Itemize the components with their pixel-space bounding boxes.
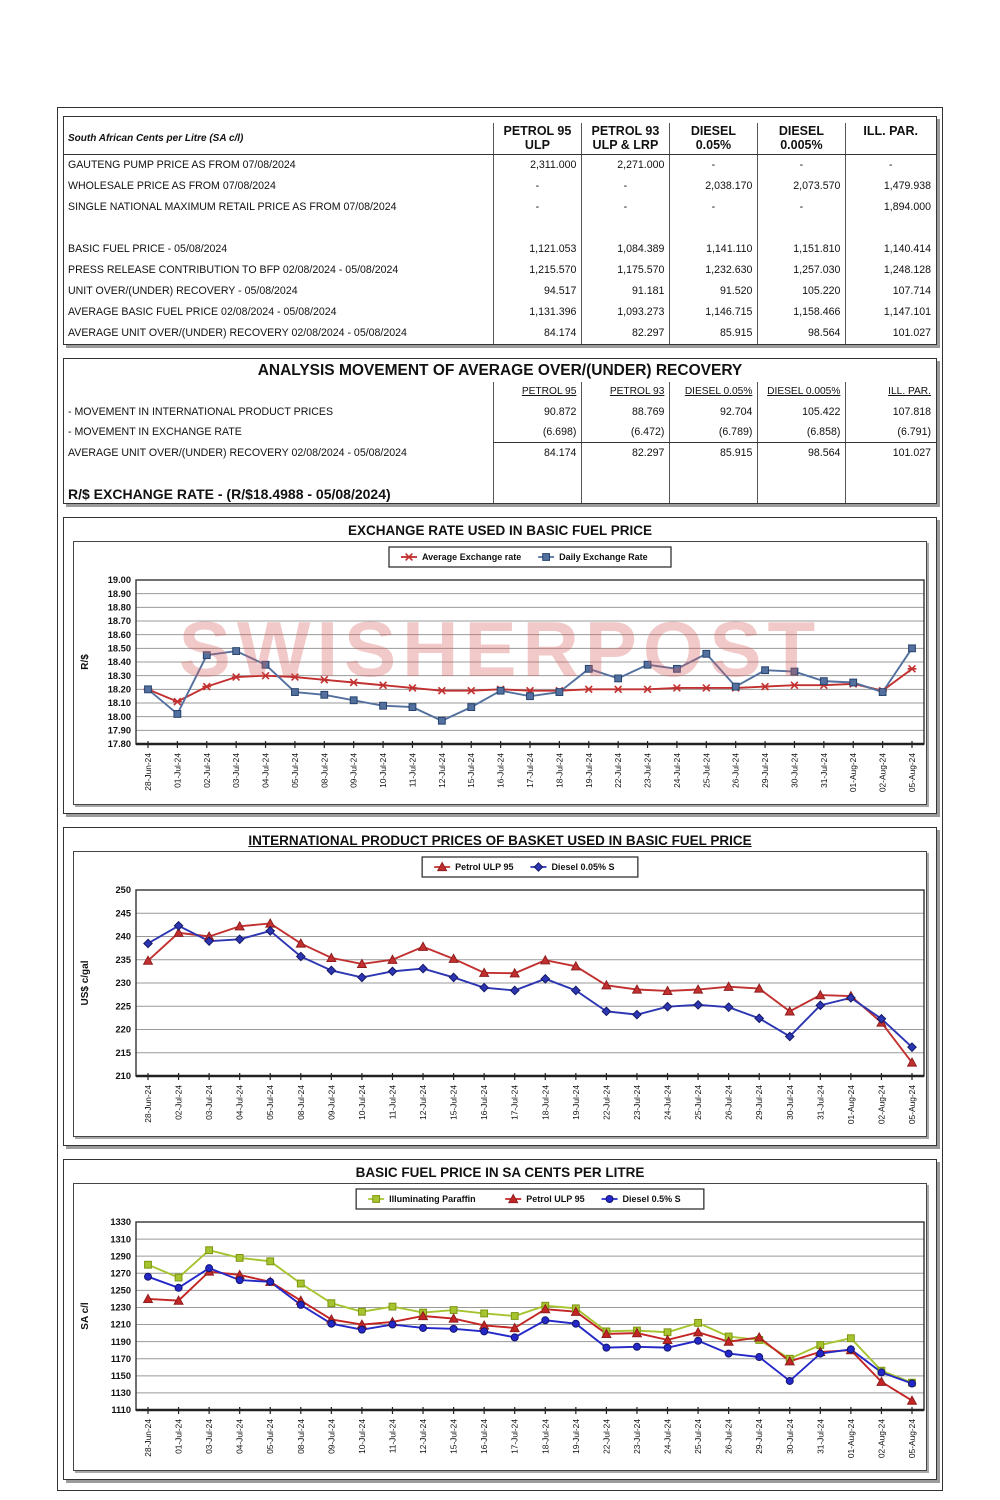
cell-value: 105.422 (758, 402, 846, 422)
price-summary-box (63, 116, 937, 345)
svg-text:02-Aug-24: 02-Aug-24 (876, 1418, 887, 1458)
analysis-column-header-3: DIESEL 0.005% (758, 382, 846, 402)
svg-text:Diesel 0.5% S: Diesel 0.5% S (622, 1193, 681, 1204)
svg-text:05-Jul-24: 05-Jul-24 (289, 752, 300, 788)
analysis-column-header-1: PETROL 93 (582, 382, 670, 402)
svg-text:Illuminating Paraffin: Illuminating Paraffin (389, 1193, 476, 1204)
svg-text:1210: 1210 (110, 1319, 131, 1330)
svg-text:11-Jul-24: 11-Jul-24 (387, 1084, 398, 1120)
svg-text:18.60: 18.60 (107, 629, 131, 640)
svg-text:1330: 1330 (110, 1216, 131, 1227)
svg-text:29-Jul-24: 29-Jul-24 (754, 1084, 765, 1120)
svg-text:31-Jul-24: 31-Jul-24 (815, 1418, 826, 1454)
svg-text:16-Jul-24: 16-Jul-24 (495, 752, 506, 788)
svg-text:23-Jul-24: 23-Jul-24 (631, 1084, 642, 1120)
spacer-cell (64, 382, 494, 402)
svg-text:17-Jul-24: 17-Jul-24 (509, 1084, 520, 1120)
svg-text:1130: 1130 (110, 1387, 131, 1398)
exchange-rate-chart-section (63, 517, 937, 814)
svg-text:25-Jul-24: 25-Jul-24 (693, 1084, 704, 1120)
svg-text:12-Jul-24: 12-Jul-24 (436, 752, 447, 788)
column-header-3: DIESEL 0.005% (758, 123, 846, 154)
svg-text:24-Jul-24: 24-Jul-24 (671, 752, 682, 788)
cell-value: (6.698) (494, 422, 582, 443)
svg-text:10-Jul-24: 10-Jul-24 (356, 1084, 367, 1120)
svg-text:18.00: 18.00 (107, 711, 131, 722)
svg-text:30-Jul-24: 30-Jul-24 (784, 1084, 795, 1120)
cell-value: 1,121.053 (494, 239, 582, 260)
svg-text:18.20: 18.20 (107, 684, 131, 695)
row-label (64, 218, 494, 239)
cell-value: - (670, 197, 758, 218)
cell-value: 98.564 (758, 323, 846, 344)
svg-text:25-Jul-24: 25-Jul-24 (701, 752, 712, 788)
svg-text:25-Jul-24: 25-Jul-24 (693, 1418, 704, 1454)
cell-value: (6.472) (582, 422, 670, 443)
svg-text:US$ c/gal: US$ c/gal (80, 960, 91, 1006)
svg-text:225: 225 (115, 1001, 131, 1012)
svg-text:05-Aug-24: 05-Aug-24 (907, 752, 917, 792)
svg-text:01-Jul-24: 01-Jul-24 (173, 1418, 184, 1454)
table-row (64, 281, 936, 302)
svg-text:1150: 1150 (110, 1370, 131, 1381)
table-row (64, 302, 936, 323)
svg-text:03-Jul-24: 03-Jul-24 (204, 1418, 215, 1454)
table-row (64, 197, 936, 218)
cell-value: - (846, 154, 936, 176)
cell-value: 1,140.414 (846, 239, 936, 260)
cell-value (582, 218, 670, 239)
price-summary-table (64, 123, 936, 344)
svg-text:17-Jul-24: 17-Jul-24 (509, 1418, 520, 1454)
product-prices-chart-section (63, 827, 937, 1146)
exchange-rate-note: R/$ EXCHANGE RATE - (R/$18.4988 - 05/08/2024) (68, 485, 391, 502)
svg-text:03-Jul-24: 03-Jul-24 (231, 752, 242, 788)
svg-text:210: 210 (115, 1070, 131, 1081)
cell-value: 2,311.000 (494, 154, 582, 176)
row-label: - MOVEMENT IN INTERNATIONAL PRODUCT PRICES (68, 405, 334, 418)
cell-value: 1,232.630 (670, 260, 758, 281)
svg-text:15-Jul-24: 15-Jul-24 (448, 1084, 459, 1120)
svg-text:1250: 1250 (110, 1285, 131, 1296)
svg-text:01-Jul-24: 01-Jul-24 (172, 752, 183, 788)
column-header-2: DIESEL 0.05% (670, 123, 758, 154)
analysis-table (64, 359, 936, 503)
row-label: AVERAGE UNIT OVER/(UNDER) RECOVERY 02/08/2024 - 05/08/2024 (68, 446, 407, 459)
svg-text:12-Jul-24: 12-Jul-24 (418, 1418, 429, 1454)
cell-value: (6.858) (758, 422, 846, 443)
svg-text:26-Jul-24: 26-Jul-24 (723, 1084, 734, 1120)
cell-value: 82.297 (582, 323, 670, 344)
svg-text:1170: 1170 (110, 1353, 131, 1364)
svg-text:31-Jul-24: 31-Jul-24 (815, 1084, 826, 1120)
svg-text:19.00: 19.00 (107, 574, 131, 585)
svg-text:18.90: 18.90 (107, 588, 131, 599)
cell-value: 85.915 (670, 323, 758, 344)
product-prices-chart-title: INTERNATIONAL PRODUCT PRICES OF BASKET USED IN BASIC FUEL PRICE (248, 832, 752, 848)
svg-text:08-Jul-24: 08-Jul-24 (295, 1084, 306, 1120)
cell-value: 1,084.389 (582, 239, 670, 260)
svg-text:23-Jul-24: 23-Jul-24 (631, 1418, 642, 1454)
svg-text:09-Jul-24: 09-Jul-24 (326, 1084, 337, 1120)
cell-value: 1,257.030 (758, 260, 846, 281)
cell-value: - (494, 197, 582, 218)
svg-text:19-Jul-24: 19-Jul-24 (583, 752, 594, 788)
cell-value: (6.789) (670, 422, 758, 443)
cell-value (758, 218, 846, 239)
svg-text:08-Jul-24: 08-Jul-24 (319, 752, 330, 788)
cell-value: - (582, 176, 670, 197)
analysis-header-row (64, 382, 936, 402)
cell-value: - (758, 197, 846, 218)
svg-text:30-Jul-24: 30-Jul-24 (789, 752, 800, 788)
cell-value: 1,175.570 (582, 260, 670, 281)
svg-text:04-Jul-24: 04-Jul-24 (234, 1084, 245, 1120)
exchange-rate-chart (74, 542, 934, 804)
cell-value (670, 218, 758, 239)
cell-value: 90.872 (494, 402, 582, 422)
svg-text:10-Jul-24: 10-Jul-24 (356, 1418, 367, 1454)
svg-text:03-Jul-24: 03-Jul-24 (204, 1084, 215, 1120)
cell-value: 1,146.715 (670, 302, 758, 323)
svg-text:30-Jul-24: 30-Jul-24 (784, 1418, 795, 1454)
column-header-4: ILL. PAR. (846, 123, 936, 154)
svg-text:04-Jul-24: 04-Jul-24 (234, 1418, 245, 1454)
table-row (64, 154, 936, 176)
svg-text:R/$: R/$ (80, 653, 91, 670)
svg-text:02-Aug-24: 02-Aug-24 (877, 752, 888, 792)
svg-text:1270: 1270 (110, 1268, 131, 1279)
cell-value: 2,073.570 (758, 176, 846, 197)
svg-text:02-Jul-24: 02-Jul-24 (173, 1084, 184, 1120)
svg-text:26-Jul-24: 26-Jul-24 (730, 752, 741, 788)
cell-value: 2,271.000 (582, 154, 670, 176)
cell-value: 105.220 (758, 281, 846, 302)
cell-value: 84.174 (494, 442, 582, 463)
row-label: UNIT OVER/(UNDER) RECOVERY - 05/08/2024 (68, 285, 298, 298)
spacer-cell (494, 463, 582, 503)
svg-text:1310: 1310 (110, 1234, 131, 1245)
svg-text:16-Jul-24: 16-Jul-24 (479, 1084, 490, 1120)
svg-text:24-Jul-24: 24-Jul-24 (662, 1418, 673, 1454)
svg-text:01-Aug-24: 01-Aug-24 (845, 1418, 856, 1458)
table-row (64, 260, 936, 281)
svg-text:245: 245 (115, 908, 131, 919)
cell-value: (6.791) (846, 422, 936, 443)
svg-text:09-Jul-24: 09-Jul-24 (348, 752, 359, 788)
svg-text:02-Jul-24: 02-Jul-24 (201, 752, 212, 788)
svg-text:Petrol ULP 95: Petrol ULP 95 (455, 861, 514, 872)
svg-text:18.80: 18.80 (107, 602, 131, 613)
svg-text:1190: 1190 (110, 1336, 131, 1347)
svg-text:1110: 1110 (111, 1404, 131, 1415)
row-label: AVERAGE UNIT OVER/(UNDER) RECOVERY 02/08/2024 - 05/08/2024 (68, 327, 407, 340)
analysis-box (63, 358, 937, 504)
cell-value: 1,479.938 (846, 176, 936, 197)
svg-text:11-Jul-24: 11-Jul-24 (387, 1418, 398, 1454)
svg-text:18-Jul-24: 18-Jul-24 (554, 752, 565, 788)
svg-text:09-Jul-24: 09-Jul-24 (326, 1418, 337, 1454)
table-row (64, 239, 936, 260)
svg-text:1290: 1290 (110, 1251, 131, 1262)
spacer-cell (846, 463, 936, 503)
svg-text:05-Aug-24: 05-Aug-24 (907, 1084, 917, 1124)
table-row (64, 218, 936, 239)
svg-text:26-Jul-24: 26-Jul-24 (723, 1418, 734, 1454)
analysis-column-header-2: DIESEL 0.05% (670, 382, 758, 402)
svg-text:11-Jul-24: 11-Jul-24 (407, 752, 418, 788)
svg-text:28-Jun-24: 28-Jun-24 (143, 752, 153, 791)
svg-text:18.40: 18.40 (107, 656, 131, 667)
row-label: SINGLE NATIONAL MAXIMUM RETAIL PRICE AS FROM 07/08/2024 (68, 201, 397, 214)
svg-text:240: 240 (115, 931, 131, 942)
svg-text:22-Jul-24: 22-Jul-24 (601, 1084, 612, 1120)
svg-text:01-Aug-24: 01-Aug-24 (845, 1084, 856, 1124)
cell-value (494, 218, 582, 239)
cell-value: 1,093.273 (582, 302, 670, 323)
svg-text:02-Aug-24: 02-Aug-24 (876, 1084, 887, 1124)
cell-value: - (758, 154, 846, 176)
cell-value: 101.027 (846, 323, 936, 344)
row-label: - MOVEMENT IN EXCHANGE RATE (68, 426, 242, 438)
svg-text:16-Jul-24: 16-Jul-24 (479, 1418, 490, 1454)
cell-value: 88.769 (582, 402, 670, 422)
svg-text:15-Jul-24: 15-Jul-24 (466, 752, 477, 788)
table-row (64, 176, 936, 197)
cell-value: 91.181 (582, 281, 670, 302)
row-label: GAUTENG PUMP PRICE AS FROM 07/08/2024 (68, 159, 296, 172)
svg-text:05-Jul-24: 05-Jul-24 (265, 1418, 276, 1454)
basic-fuel-price-chart-frame (73, 1183, 927, 1471)
report-page-border (57, 107, 943, 1491)
svg-text:17-Jul-24: 17-Jul-24 (525, 752, 535, 788)
exchange-rate-chart-frame (73, 541, 927, 805)
price-summary-header-row (64, 123, 936, 154)
cell-value: 1,158.466 (758, 302, 846, 323)
cell-value: 1,131.396 (494, 302, 582, 323)
svg-text:18.70: 18.70 (107, 615, 131, 626)
column-header-0: PETROL 95 ULP (494, 123, 582, 154)
analysis-column-header-4: ILL. PAR. (846, 382, 936, 402)
svg-text:05-Aug-24: 05-Aug-24 (907, 1418, 917, 1458)
svg-text:Petrol ULP 95: Petrol ULP 95 (526, 1193, 585, 1204)
svg-text:29-Jul-24: 29-Jul-24 (754, 1418, 765, 1454)
cell-value: 101.027 (846, 442, 936, 463)
svg-text:04-Jul-24: 04-Jul-24 (260, 752, 271, 788)
cell-value: 1,141.110 (670, 239, 758, 260)
svg-text:23-Jul-24: 23-Jul-24 (642, 752, 653, 788)
analysis-row (64, 422, 936, 443)
spacer-cell (670, 463, 758, 503)
svg-text:05-Jul-24: 05-Jul-24 (265, 1084, 276, 1120)
svg-text:220: 220 (115, 1024, 131, 1035)
product-prices-chart-frame (73, 851, 927, 1137)
svg-text:18.50: 18.50 (107, 643, 131, 654)
svg-text:215: 215 (115, 1047, 131, 1058)
svg-text:22-Jul-24: 22-Jul-24 (601, 1418, 612, 1454)
svg-text:1230: 1230 (110, 1302, 131, 1313)
row-label: AVERAGE BASIC FUEL PRICE 02/08/2024 - 05/08/2024 (68, 306, 337, 319)
spacer-cell (758, 463, 846, 503)
svg-text:31-Jul-24: 31-Jul-24 (818, 752, 829, 788)
analysis-row (64, 402, 936, 422)
cell-value: 91.520 (670, 281, 758, 302)
basic-fuel-price-chart-title: BASIC FUEL PRICE IN SA CENTS PER LITRE (355, 1164, 645, 1180)
analysis-title-row (64, 359, 936, 382)
svg-text:17.80: 17.80 (107, 738, 131, 749)
exchange-rate-note-row (64, 463, 936, 503)
svg-text:230: 230 (115, 977, 131, 988)
svg-text:28-Jun-24: 28-Jun-24 (143, 1084, 153, 1123)
cell-value: 1,248.128 (846, 260, 936, 281)
svg-text:Daily Exchange Rate: Daily Exchange Rate (559, 551, 648, 562)
basic-fuel-price-chart (74, 1184, 934, 1470)
cell-value: 2,038.170 (670, 176, 758, 197)
analysis-column-header-0: PETROL 95 (494, 382, 582, 402)
cell-value: - (582, 197, 670, 218)
svg-text:12-Jul-24: 12-Jul-24 (418, 1084, 429, 1120)
cell-value: 94.517 (494, 281, 582, 302)
svg-text:28-Jun-24: 28-Jun-24 (143, 1418, 153, 1457)
svg-text:18.30: 18.30 (107, 670, 131, 681)
svg-text:22-Jul-24: 22-Jul-24 (613, 752, 624, 788)
table-corner-label: South African Cents per Litre (SA c/l) (64, 123, 494, 154)
column-header-1: PETROL 93 ULP & LRP (582, 123, 670, 154)
cell-value: 1,215.570 (494, 260, 582, 281)
table-row (64, 323, 936, 344)
svg-text:18-Jul-24: 18-Jul-24 (540, 1084, 551, 1120)
svg-text:Diesel 0.05% S: Diesel 0.05% S (551, 861, 615, 872)
product-prices-chart (74, 852, 934, 1136)
row-label: BASIC FUEL PRICE - 05/08/2024 (68, 243, 228, 256)
cell-value: 107.714 (846, 281, 936, 302)
svg-text:SA c/l: SA c/l (80, 1302, 91, 1330)
analysis-row (64, 442, 936, 463)
cell-value: 1,147.101 (846, 302, 936, 323)
svg-text:Average Exchange rate: Average Exchange rate (422, 551, 522, 562)
cell-value: - (670, 154, 758, 176)
svg-text:18.10: 18.10 (107, 697, 131, 708)
svg-text:01-Aug-24: 01-Aug-24 (848, 752, 859, 792)
cell-value: 107.818 (846, 402, 936, 422)
basic-fuel-price-chart-section (63, 1159, 937, 1480)
svg-text:19-Jul-24: 19-Jul-24 (570, 1418, 581, 1454)
cell-value: 92.704 (670, 402, 758, 422)
svg-text:10-Jul-24: 10-Jul-24 (378, 752, 389, 788)
svg-text:18-Jul-24: 18-Jul-24 (540, 1418, 551, 1454)
svg-text:24-Jul-24: 24-Jul-24 (662, 1084, 673, 1120)
watermark-text: SWISHERPOST (178, 604, 822, 693)
svg-text:235: 235 (115, 954, 131, 965)
svg-text:08-Jul-24: 08-Jul-24 (295, 1418, 306, 1454)
analysis-title: ANALYSIS MOVEMENT OF AVERAGE OVER/(UNDER) RECOVERY (257, 361, 743, 379)
svg-text:19-Jul-24: 19-Jul-24 (570, 1084, 581, 1120)
exchange-rate-chart-title: EXCHANGE RATE USED IN BASIC FUEL PRICE (347, 522, 653, 538)
cell-value: 85.915 (670, 442, 758, 463)
svg-text:250: 250 (115, 884, 131, 895)
svg-text:15-Jul-24: 15-Jul-24 (448, 1418, 459, 1454)
cell-value: 84.174 (494, 323, 582, 344)
cell-value: 1,151.810 (758, 239, 846, 260)
cell-value: - (494, 176, 582, 197)
cell-value: 1,894.000 (846, 197, 936, 218)
cell-value: 98.564 (758, 442, 846, 463)
cell-value: 82.297 (582, 442, 670, 463)
row-label: WHOLESALE PRICE AS FROM 07/08/2024 (68, 180, 276, 193)
row-label: PRESS RELEASE CONTRIBUTION TO BFP 02/08/2024 - 05/08/2024 (68, 264, 399, 277)
spacer-cell (582, 463, 670, 503)
cell-value (846, 218, 936, 239)
svg-text:17.90: 17.90 (107, 725, 131, 736)
svg-text:29-Jul-24: 29-Jul-24 (760, 752, 771, 788)
